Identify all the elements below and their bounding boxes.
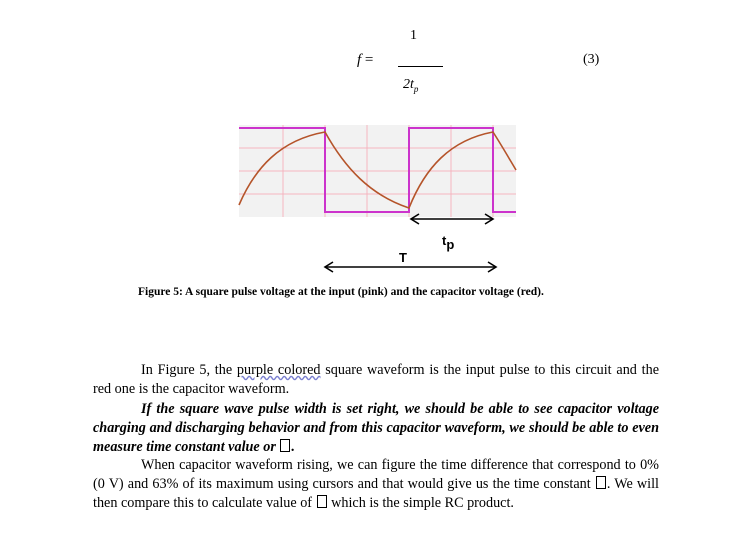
tau-placeholder-glyph bbox=[280, 439, 290, 452]
p3-text-c: which is the simple RC product. bbox=[327, 495, 514, 511]
label-tp-sub: p bbox=[446, 237, 455, 252]
equation-equals: = bbox=[364, 52, 374, 68]
label-tp-main: t bbox=[442, 233, 447, 248]
label-tp bbox=[442, 233, 454, 252]
paragraph-2 bbox=[93, 400, 659, 457]
p1-text-a: In Figure 5, the bbox=[141, 362, 237, 378]
label-T: T bbox=[399, 250, 407, 265]
figure-caption: Figure 5: A square pulse voltage at the input (pink) and the capacitor voltage (red). bbox=[138, 286, 544, 298]
scope-grid bbox=[239, 125, 516, 217]
p2-text: If the square wave pulse width is set right, we should be able to see capacitor voltage charging and discharging behavior and from this capacitor waveform, we should be able to even measure time constant value or bbox=[93, 401, 659, 455]
denominator-coef: 2t bbox=[403, 77, 414, 92]
paragraph-3 bbox=[93, 456, 659, 513]
p1-text-b: square waveform is the input pulse to this circuit and the red one is the capacitor waveform. bbox=[93, 362, 659, 397]
p2-end: . bbox=[291, 439, 295, 455]
p3-text-b: . We will then compare this to calculate value of bbox=[93, 476, 660, 511]
tau-placeholder-glyph bbox=[317, 495, 327, 508]
equation-number: (3) bbox=[583, 52, 600, 67]
paragraph-1 bbox=[93, 361, 659, 399]
equation-numerator: 1 bbox=[410, 28, 417, 43]
tau-placeholder-glyph bbox=[596, 476, 606, 489]
purple-colored-phrase: purple colored bbox=[236, 362, 321, 378]
p3-text-a: When capacitor waveform rising, we can figure the time difference that correspond to 0% (0 V) and 63% of its maximum using cursors and that would give us the time constant bbox=[93, 457, 659, 492]
equation-variable: f bbox=[357, 52, 362, 68]
denominator-sub: p bbox=[413, 83, 419, 94]
